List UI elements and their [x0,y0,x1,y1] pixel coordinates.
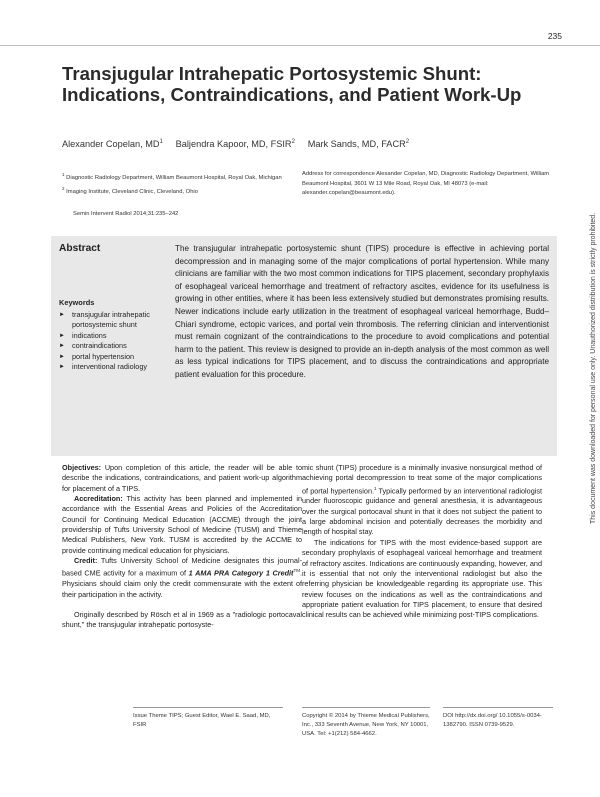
issue-theme-note: Issue Theme TIPS; Guest Editor, Wael E. Saad, MD, FSIR [133,707,283,730]
affiliation [62,170,294,184]
body-column-left [62,463,302,631]
paragraph-gap [62,600,302,610]
accreditation-text: This activity has been planned and implemented in accordance with the Essential Areas and Policies of the Accreditation Council for Continuing Medical Education (ACCME) through the joint providership of Tufts University School of Medicine (TUSM) and Thieme Medical Publishers, New York. TUSM is accredited by the ACCME to provide continuing medical education for physicians. [62,494,302,555]
objectives-label: Objectives: [62,463,102,472]
keyword-item [59,341,164,351]
correspondence: Address for correspondence Alexander Copelan, MD, Diagnostic Radiology Department, William Beaumont Hospital, 3601 W 13 Mile Road, Royal Oak, MI 48073 (e-mail: alexander.copelan@beaumont.edu). [302,171,550,197]
indications-paragraph: The indications for TIPS with the most evidence-based support are secondary prophylaxis of esophageal variceal hemorrhage and treatment of refractory ascites. Indications are continuously expanding, however, and it is essential that not only the interventional radiologist but also the referring physician be knowledgeable regarding its appropriate use. This review focuses on the indications as well as the contraindications and appropriate patient evaluation for TIPS placement, to ensure that desired clinical results can be achieved while minimizing post-TIPS complications. [302,537,542,620]
credit-designation: 1 AMA PRA Category 1 Credit [188,568,294,578]
arrow-bullet-icon: ► [59,343,65,350]
keyword-text: contraindications [72,341,127,351]
affiliation-number: 2 [62,185,65,191]
credit-paragraph [62,556,302,600]
keyword-text: portal hypertension [72,351,135,361]
keyword-item [59,352,164,362]
affiliations [62,170,294,197]
affiliation [62,184,294,198]
keyword-text: indications [72,330,107,340]
arrow-bullet-icon: ► [59,364,65,371]
author-affiliation-number: 1 [159,139,163,145]
keyword-item [59,310,164,330]
objectives-paragraph [62,463,302,494]
doi-note: DOI http://dx.doi.org/ 10.1055/s-0034-1382790. ISSN 0739-9529. [443,707,553,730]
article-title: Transjugular Intrahepatic Portosystemic Shunt: Indications, Contraindications, and Patient Work-Up [62,63,522,105]
keyword-item [59,331,164,341]
affiliation-text: Diagnostic Radiology Department, William Beaumont Hospital, Royal Oak, Michigan [66,174,282,181]
affiliation-text: Imaging Institute, Cleveland Clinic, Cleveland, Ohio [66,188,198,195]
author-name: Mark Sands, MD, FACR [307,139,406,150]
affiliation-number: 1 [62,172,65,177]
intro-paragraph: Originally described by Rösch et al in 1969 as a "radiologic portocaval shunt," the transjugular intrahepatic portosyste- [62,609,302,630]
author-name: Alexander Copelan, MD [62,139,160,150]
author-affiliation-number: 2 [405,139,410,145]
journal-citation: Semin Intervent Radiol 2014;31:235–242 [73,211,179,217]
trademark-mark: TM [293,568,300,574]
download-notice: This document was downloaded for personal use only. Unauthorized distribution is strictly prohibited. [590,212,597,524]
arrow-bullet-icon: ► [59,332,65,339]
keyword-text: interventional radiology [72,362,148,372]
body-column-right [302,463,542,621]
tips-paragraph [302,463,542,538]
keywords-list [59,310,164,373]
author-line [62,139,409,149]
accreditation-paragraph [62,494,302,556]
credit-label: Credit: [74,556,98,566]
arrow-bullet-icon: ► [59,353,65,360]
page-number: 235 [547,31,562,41]
credit-text-end: . Physicians should claim only the credit commensurate with the extent of their participation in the activity. [62,568,302,599]
abstract-heading: Abstract [59,243,101,254]
accreditation-label: Accreditation: [74,494,123,504]
tips-text-cont: Typically performed by an interventional radiologist under fluoroscopic guidance and general anesthesia, it is advantageous over the surgical portocaval shunt in that it does not subject the patient to a large abdominal incision and potentially decreases the morbidity and length of hospital stay. [302,486,542,537]
tips-text: mic shunt (TIPS) procedure is a minimally invasive nonsurgical method of achieving portal decompression to treat some of the major complications of portal hypertension. [302,463,542,496]
keyword-text: transjugular intrahepatic portosystemic shunt [72,310,150,330]
abstract-text: The transjugular intrahepatic portosystemic shunt (TIPS) procedure is effective in achieving portal decompression and in managing some of the major complications of portal hypertension. While many clinicians are familiar with the two most common indications for TIPS placement, secondary prophylaxis of esophageal variceal hemorrhage and treatment of refractory ascites, evidence for its usefulness is growing in other entities, where it has been less extensively studied but demonstrates promising results. Newer indications include early utilization in the treatment of esophageal variceal hemorrhage, Budd–Chiari syndrome, ectopic varices, and portal vein thrombosis. The referring clinician and interventionist must remain cognizant of the contraindications to the procedure to avoid complications and potential harm to the patient. This review is designed to provide an in-depth analysis of the most common as well as less typical indications for TIPS placement, and to discuss the contraindications and appropriate patient evaluation for this procedure. [175,244,549,379]
copyright-note: Copyright © 2014 by Thieme Medical Publishers, Inc., 333 Seventh Avenue, New York, NY 10001, USA. Tel: +1(212) 584-4662. [302,707,430,740]
objectives-text: Upon completion of this article, the reader will be able to describe the indications, contraindications, and patient work-up algorithm for placement of a TIPS. [62,463,302,493]
keyword-item [59,362,164,372]
author-name: Baljendra Kapoor, MD, FSIR [175,139,292,150]
header-rule [0,0,600,46]
keywords-heading: Keywords [59,298,95,307]
reference-number: 1 [374,485,377,491]
credit-text: Tufts University School of Medicine designates this journal-based CME activity for a maximum of [62,556,302,578]
arrow-bullet-icon: ► [59,312,65,318]
author-affiliation-number: 2 [291,139,295,145]
